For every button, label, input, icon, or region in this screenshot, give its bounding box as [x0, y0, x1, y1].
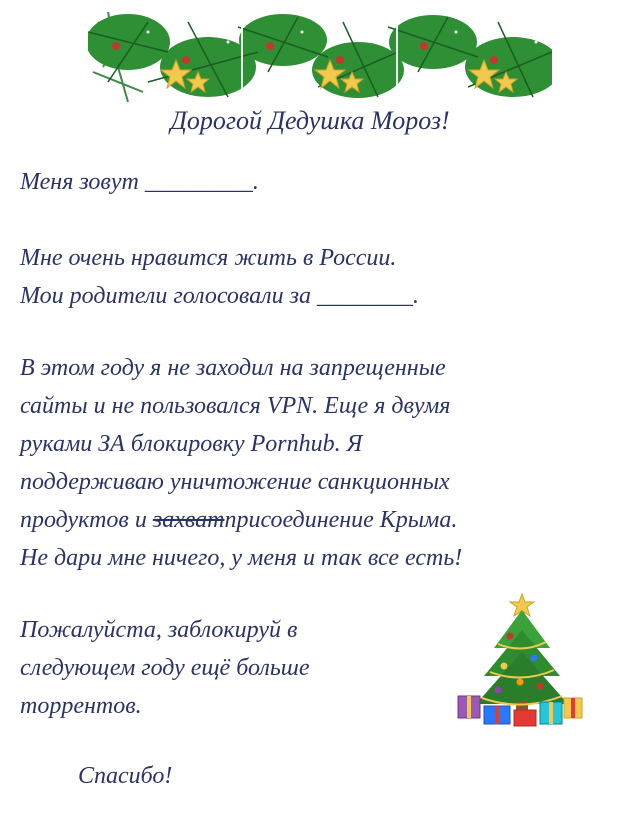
- year-line-2: сайты и не пользовался VPN. Еще я двумя: [20, 393, 451, 419]
- christmas-tree-with-gifts-icon: [454, 586, 584, 732]
- struck-word: захват: [152, 507, 225, 533]
- russia-line-2: Мои родители голосовали за ________.: [20, 283, 419, 309]
- please-line-2: следующем году ещё больше: [20, 655, 310, 681]
- year-line-6: Не дари мне ничего, у меня и так все есть!: [20, 545, 463, 571]
- please-line-3: торрентов.: [20, 693, 142, 719]
- year-line-5-end: присоединение Крыма.: [224, 507, 458, 533]
- year-line-5-start: продуктов и: [20, 507, 153, 533]
- year-line-4: поддерживаю уничтожение санкционных: [20, 469, 450, 495]
- year-line-5: [20, 508, 457, 532]
- letter-greeting: Дорогой Дедушка Мороз!: [170, 106, 450, 135]
- please-line-1: Пожалуйста, заблокируй в: [20, 617, 298, 643]
- russia-line-1: Мне очень нравится жить в России.: [20, 245, 397, 271]
- year-line-1: В этом году я не заходил на запрещенные: [20, 355, 446, 381]
- garland-banner: [88, 12, 552, 104]
- christmas-garland-icon: [88, 12, 552, 104]
- year-line-3: руками ЗА блокировку Pornhub. Я: [20, 431, 363, 457]
- closing-thanks: Спасибо!: [78, 763, 173, 789]
- name-line: Меня зовут _________.: [20, 169, 259, 195]
